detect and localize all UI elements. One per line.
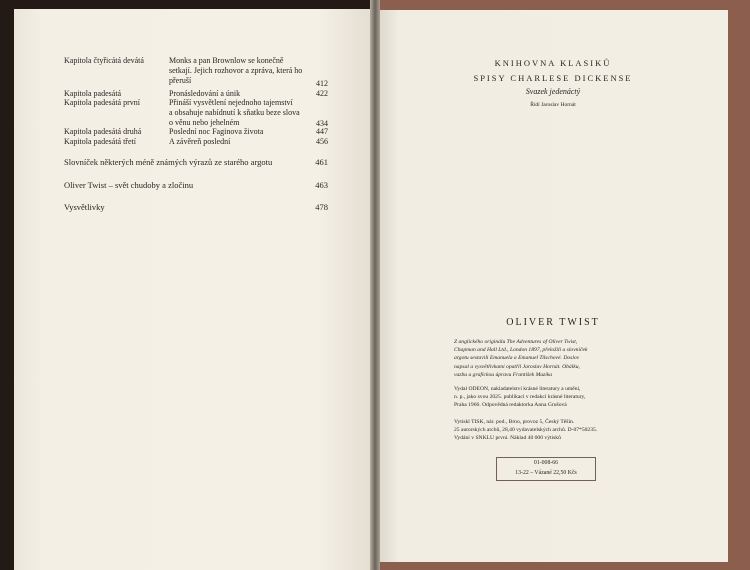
price-box: 01-008-66 13-22 – Vázané 22,50 Kčs	[496, 457, 596, 481]
toc-chapter-desc: Poslední noc Faginova života	[169, 127, 264, 136]
series-name: KNIHOVNA KLASIKŮ	[494, 58, 612, 68]
toc-page-number: 456	[316, 137, 328, 146]
toc-chapter-label: Kapitola padesátá druhá	[64, 127, 142, 136]
toc-page-number: 434	[316, 119, 328, 128]
toc-chapter-desc: Přináší vysvětlení nejednoho tajemství a obsahuje nabídnutí k sňatku beze slova o věnu nebo jehelném	[169, 98, 300, 127]
publisher-note: Vydal ODEON, nakladatelství krásné literatury a umění, n. p., jako svou 2025. publikaci v redakci krásné literatury, Praha 1966. Odpovědná redaktorka Anna Grušová	[454, 386, 586, 409]
toc-chapter-desc: A závěreň poslední	[169, 137, 231, 146]
toc-chapter-desc: Monks a pan Brownlow se konečně setkají. Jejich rozhovor a zpráva, která ho přeruší	[169, 56, 303, 85]
series-subtitle: SPISY CHARLESE DICKENSE	[473, 73, 633, 83]
toc-page-number: 478	[315, 202, 328, 212]
toc-page-number: 447	[316, 127, 328, 136]
toc-page-number: 461	[315, 157, 328, 167]
toc-section-afterword: Oliver Twist – svět chudoby a zločinu	[64, 180, 194, 190]
toc-page-number: 463	[315, 180, 328, 190]
book-title: OLIVER TWIST	[506, 317, 600, 328]
toc-chapter-desc: Pronásledování a únik	[169, 89, 241, 98]
toc-page-number: 412	[316, 79, 328, 88]
printer-note: Vytiskl TISK, nár. pod., Brno, provoz 5, Český Těšín. 25 autorských archů, 28,40 vydavatelských archů. D-07*50235. Vydání v SNKLU první. Náklad 40 000 výtisků	[454, 419, 598, 442]
toc-section-glossary: Slovníček některých méně známých výrazů ze starého argotu	[64, 157, 273, 167]
book-gutter	[370, 0, 380, 570]
toc-section-notes: Vysvětlivky	[64, 202, 105, 212]
toc-chapter-label: Kapitola padesátá třetí	[64, 137, 136, 146]
toc-chapter-label: Kapitola čtyřicátá devátá	[64, 56, 144, 65]
series-editor: Řídí Jaroslav Hornát	[530, 102, 576, 108]
translation-note: Z anglického originálu The Adventures of Oliver Twist, Chapman and Hall Ltd., London 1897, přeložili a slovníček argotu sestavili Emanuela a Emanuel Tilschové. Doslov napsal a vysvětlivkami opatřil Jaroslav Hornát. Obálku, vazbu a grafickou úpravu František Muzika	[454, 339, 588, 378]
toc-chapter-label: Kapitola padesátá první	[64, 98, 140, 107]
toc-page-number: 422	[316, 89, 328, 98]
volume-number: Svazek jedenáctý	[525, 87, 581, 96]
toc-chapter-label: Kapitola padesátá	[64, 89, 122, 98]
